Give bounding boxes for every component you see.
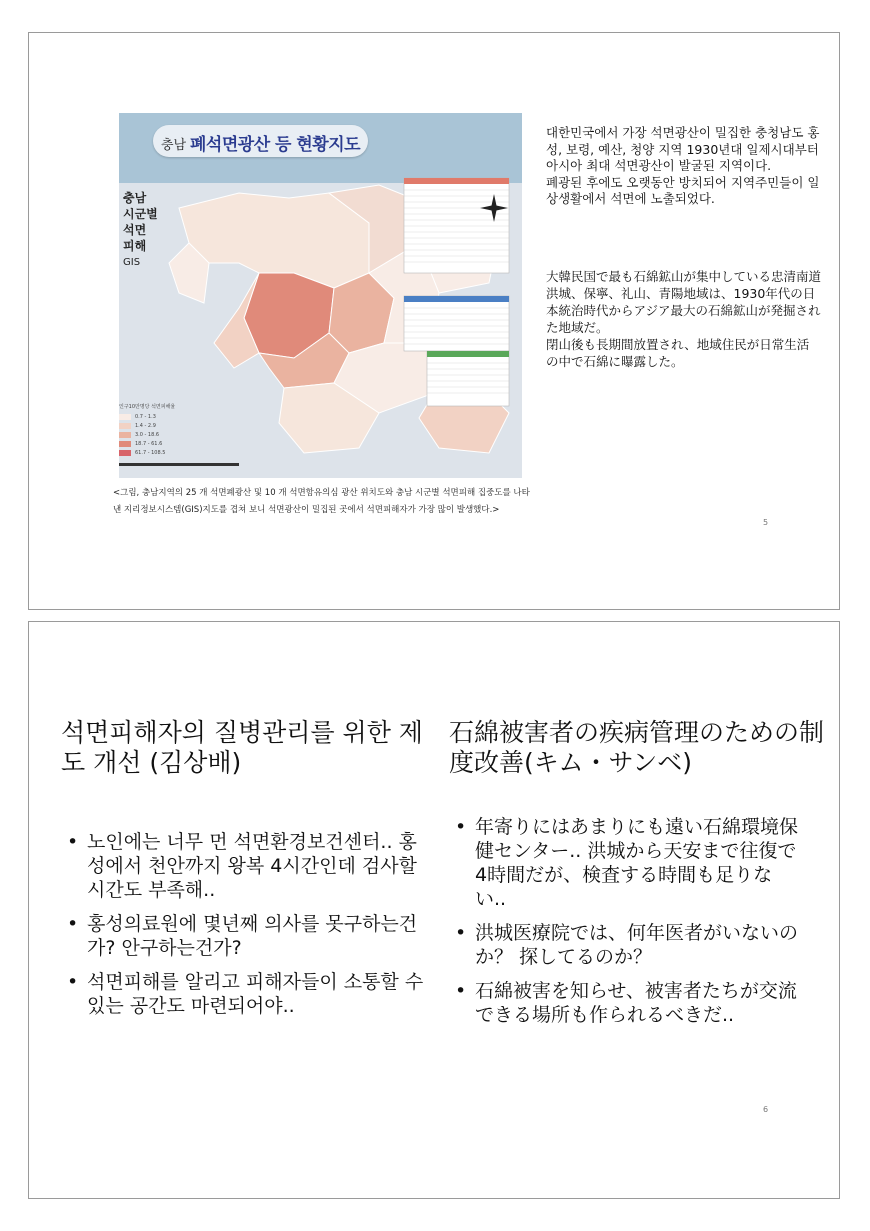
legend-row	[119, 412, 175, 421]
map-title-prefix: 충남	[161, 138, 187, 153]
page-number: 5	[763, 518, 769, 527]
legend-label: 18.7 - 61.6	[135, 440, 163, 447]
legend-title: 인구10만명당 석면피해율	[119, 404, 176, 410]
legend-row	[119, 421, 175, 430]
bullet-icon: •	[455, 980, 467, 1002]
slide-6	[28, 621, 840, 1199]
description-japanese: 大韓民国で最も石綿鉱山が集中している忠清南道洪城、保寧、礼山、青陽地域は、1930年代の日本統治時代からアジア最大の石綿鉱山が発掘された地域だ。 閉山後も長期間放置され、地域住民が日常生活の中で石綿に曝露した。	[546, 269, 822, 369]
bullet-text: 年寄りにはあまりにも遠い石綿環境保健センター.. 洪城から天安まで往復で4時間だが、検査する時間も足りない..	[475, 816, 799, 910]
map-illustration	[119, 113, 522, 478]
slide-5	[28, 32, 840, 610]
bullet-icon: •	[67, 971, 79, 993]
legend-label: 3.0 - 18.6	[135, 431, 160, 438]
map-title: 폐석면광산 등 현황지도	[190, 135, 361, 155]
bullet-icon: •	[67, 831, 79, 853]
side-label-line-5: GIS	[123, 257, 141, 268]
figure-caption: <그림, 충남지역의 25 개 석면폐광산 및 10 개 석면함유의심 광산 위치도와 충남 시군별 석면피해 집중도를 나타낸 지리정보시스템(GIS)지도를 겹쳐 보니 석면광산이 밀집된 곳에서 석면피해자가 가장 많이 발생했다.>	[113, 488, 530, 515]
list-item	[453, 815, 803, 911]
bullet-text: 석면피해를 알리고 피해자들이 소통할 수 있는 공간도 마련되어야..	[87, 971, 424, 1017]
bullet-text: 홍성의료원에 몇년째 의사를 못구하는건가? 안구하는건가?	[87, 913, 418, 959]
list-item	[453, 921, 803, 969]
bullet-icon: •	[67, 913, 79, 935]
map-scale-bar	[119, 463, 239, 466]
side-label-line-4: 피해	[123, 239, 147, 253]
legend-row	[119, 439, 175, 448]
bullet-text: 石綿被害を知らせ、被害者たちが交流できる場所も作られるべきだ..	[475, 980, 797, 1026]
legend-label: 61.7 - 108.5	[135, 449, 166, 456]
legend-row	[119, 448, 175, 457]
description-korean: 대한민국에서 가장 석면광산이 밀집한 충청남도 홍성, 보령, 예산, 청양 지역 1930년대 일제시대부터 아시아 최대 석면광산이 발굴된 지역이다. 폐광된 후에도 오랫동안 방치되어 지역주민들이 일상생활에서 석면에 노출되었다.	[546, 125, 820, 206]
page-number: 6	[763, 1105, 769, 1114]
list-item	[65, 970, 425, 1018]
gis-map-figure	[119, 113, 522, 478]
list-item	[453, 979, 803, 1027]
bullet-icon: •	[455, 816, 467, 838]
heading-japanese: 石綿被害者の疾病管理のための制度改善(キム・サンベ)	[449, 718, 825, 777]
bullet-list-korean	[65, 830, 425, 1028]
bullet-list-japanese	[453, 815, 803, 1037]
bullet-icon: •	[455, 922, 467, 944]
bullet-text: 노인에는 너무 먼 석면환경보건센터.. 홍성에서 천안까지 왕복 4시간인데 검사할 시간도 부족해..	[87, 831, 417, 901]
list-item	[65, 912, 425, 960]
heading-korean: 석면피해자의 질병관리를 위한 제도 개선 (김상배)	[61, 718, 423, 777]
map-legend	[119, 403, 175, 457]
bullet-text: 洪城医療院では、何年医者がいないのか？ 探してるのか？	[475, 922, 799, 968]
side-label-line-1: 충남	[123, 191, 147, 205]
legend-label: 1.4 - 2.9	[135, 422, 156, 429]
legend-label: 0.7 - 1.3	[135, 413, 156, 420]
side-label-line-2: 시군별	[123, 207, 158, 221]
side-label-line-3: 석면	[123, 223, 147, 237]
list-item	[65, 830, 425, 902]
legend-row	[119, 430, 175, 439]
